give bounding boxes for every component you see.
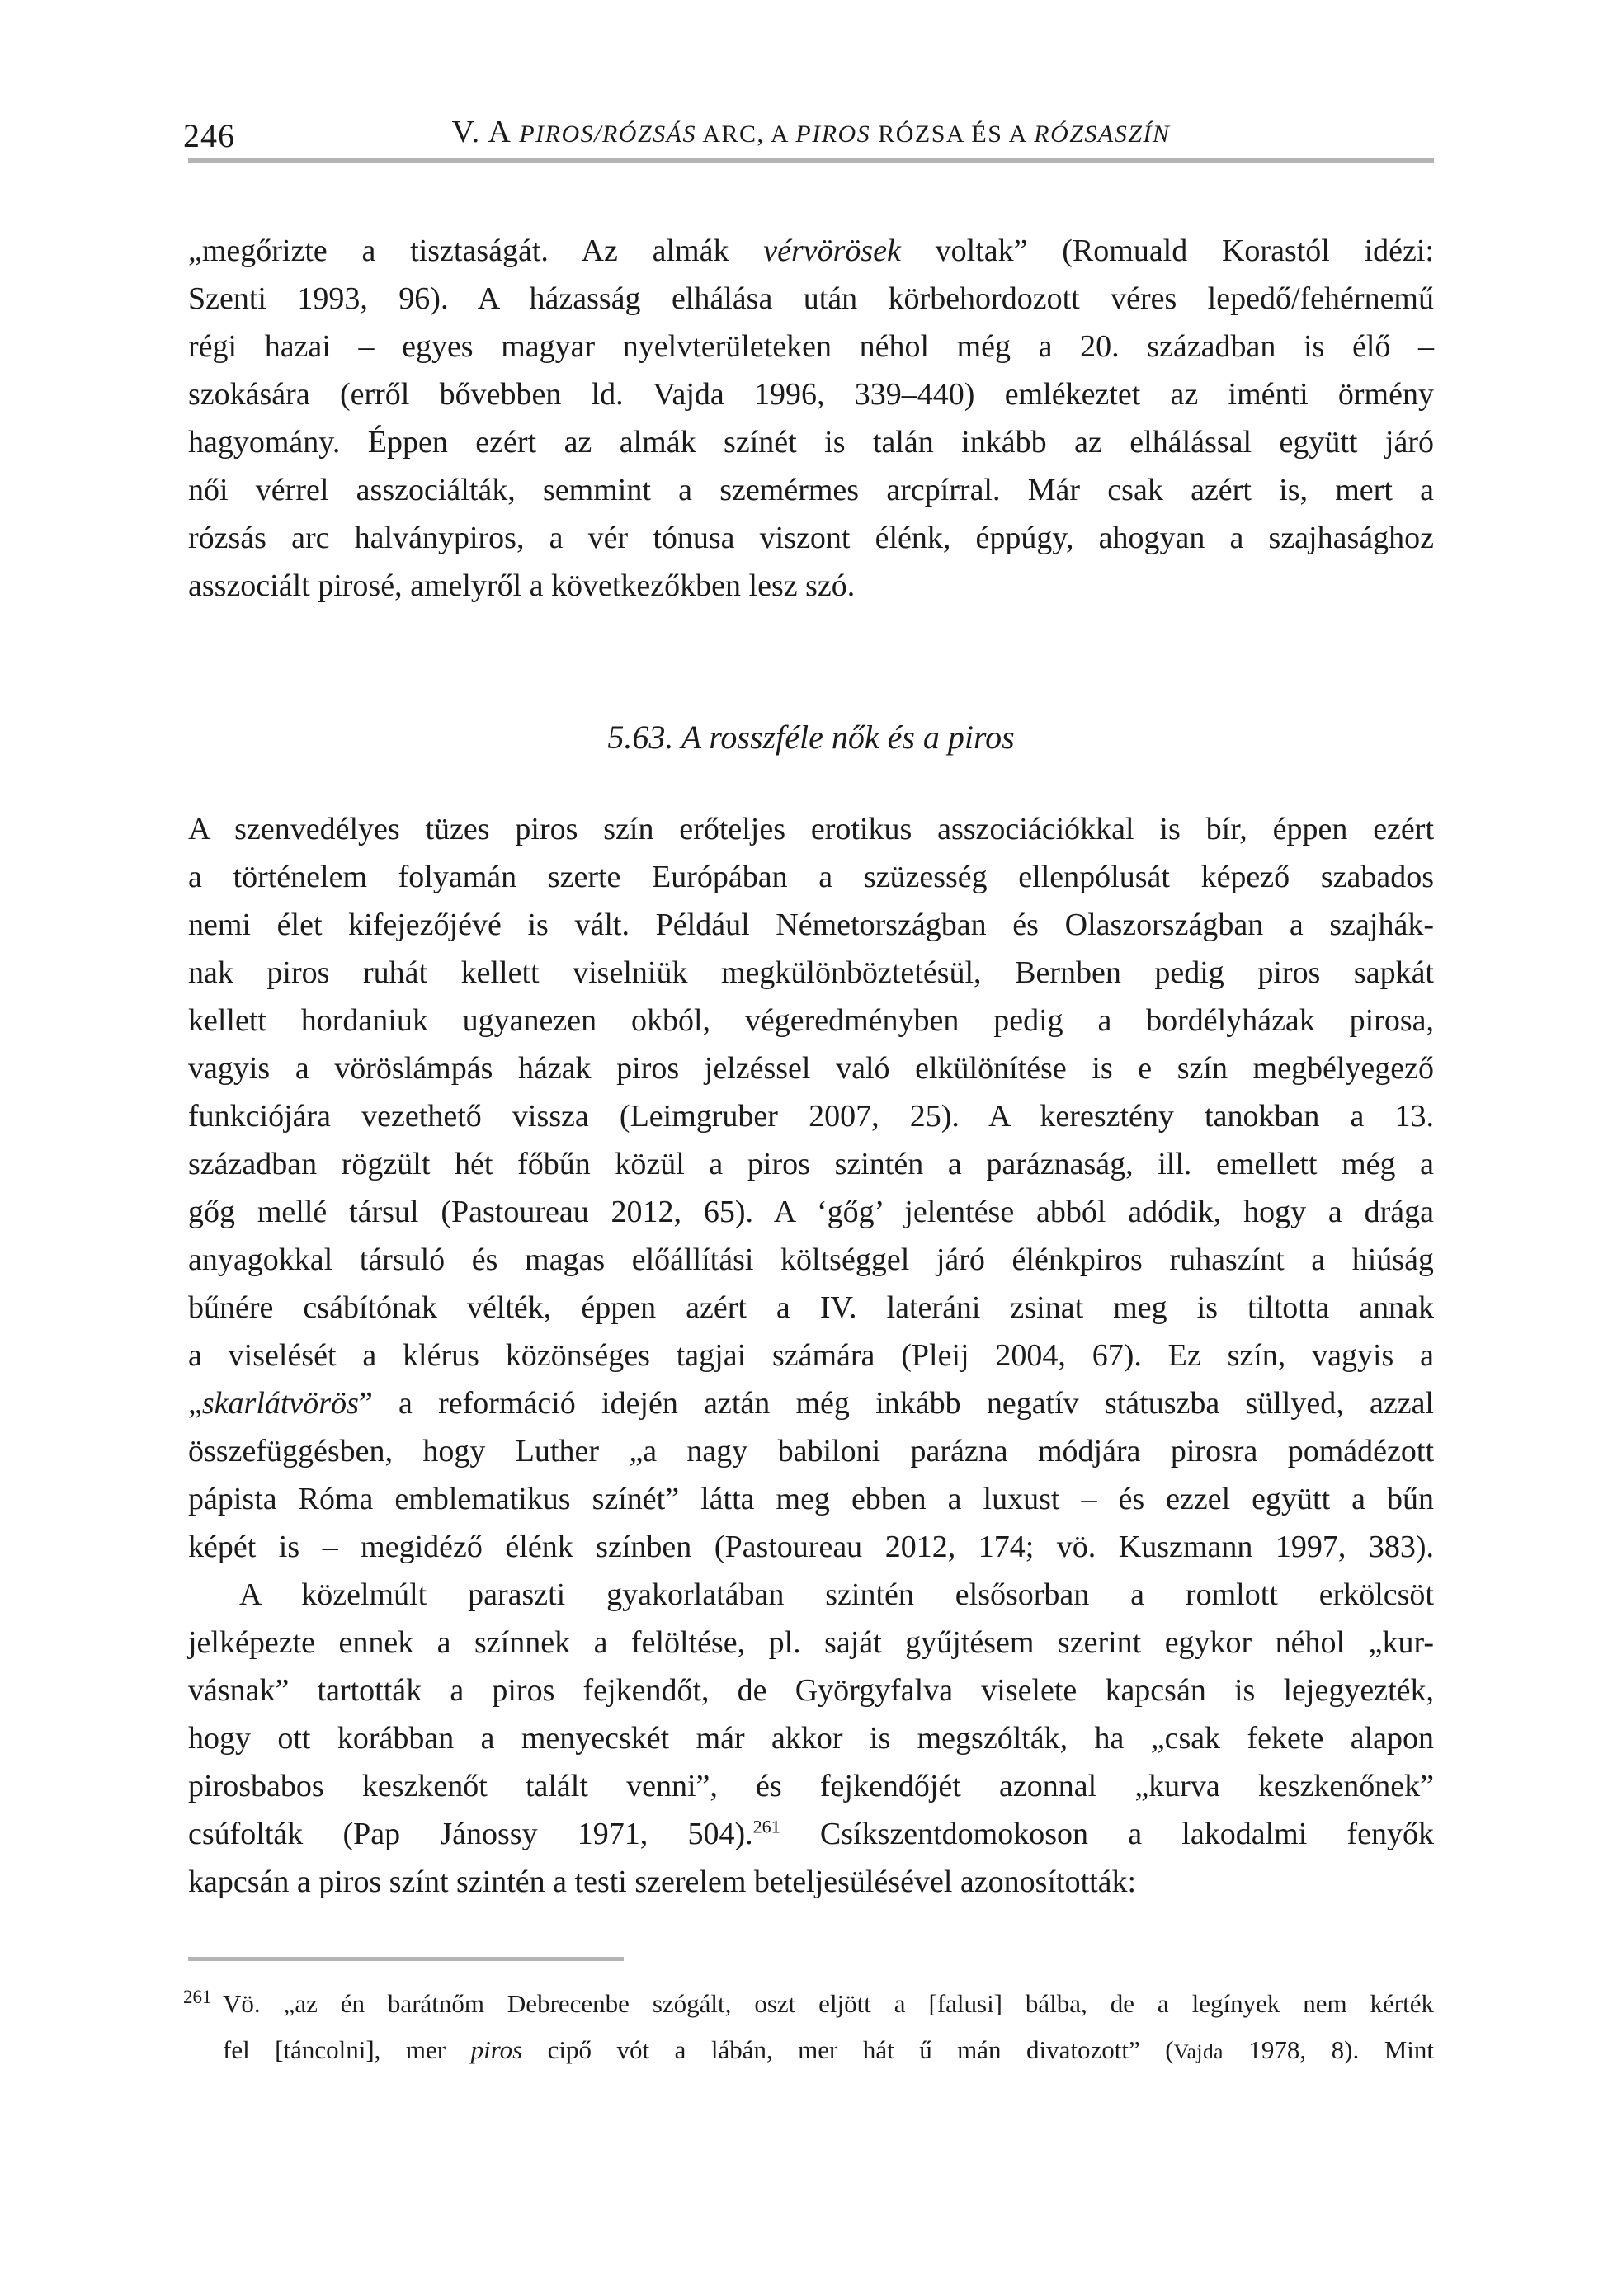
text-line: összefüggésben, hogy Luther „a nagy babiloni parázna módjára pirosra pomádézott <box>188 1434 1434 1469</box>
text-line: anyagokkal társuló és magas előállítási költséggel járó élénkpiros ruhaszínt a hiúság <box>188 1242 1434 1277</box>
text-line: kellett hordaniuk ugyanezen okból, végeredményben pedig a bordélyházak pirosa, <box>188 1003 1434 1038</box>
footnote-text <box>223 1981 1434 2073</box>
text-line: bűnére csábítónak vélték, éppen azért a IV. lateráni zsinat meg is tiltotta annak <box>188 1290 1434 1325</box>
text-line: fel [táncolni], mer piros cipő vót a lábán, mer hát ű mán divatozott” (Vajda 1978, 8). Mint <box>223 2035 1434 2064</box>
page-number: 246 <box>183 117 235 154</box>
header-divider <box>188 158 1434 163</box>
footnote <box>183 1981 1434 2073</box>
text-line: szokására (erről bővebben ld. Vajda 1996, 339–440) emlékeztet az iménti örmény <box>188 377 1434 412</box>
body-paragraph-2 <box>188 805 1434 1571</box>
footnote-reference: 261 <box>752 1816 780 1837</box>
text-line: Szenti 1993, 96). A házasság elhálása után körbehordozott véres lepedő/fehérnemű <box>188 281 1434 316</box>
running-head-segment: RÓZSA ÉS A <box>870 120 1035 148</box>
section-heading: 5.63. A rosszféle nők és a piros <box>607 719 1015 756</box>
text-line: gőg mellé társul (Pastoureau 2012, 65). A ‘gőg’ jelentése abból adódik, hogy a drága <box>188 1195 1434 1229</box>
smallcaps-text: Vajda <box>1173 2040 1224 2063</box>
text-line: A szenvedélyes tüzes piros szín erőteljes erotikus asszociációkkal is bír, éppen ezért <box>188 812 1434 846</box>
text-line: régi hazai – egyes magyar nyelvterületeken néhol még a 20. században is élő – <box>188 329 1434 364</box>
text-line: vásnak” tartották a piros fejkendőt, de Györgyfalva viselete kapcsán is lejegyezték, <box>188 1673 1434 1708</box>
running-head-segment: V. A <box>451 115 520 149</box>
text-line: vagyis a vöröslámpás házak piros jelzéssel való elkülönítése is e szín megbélyegező <box>188 1051 1434 1086</box>
text-line: Vö. „az én barátnőm Debrecenbe szógált, oszt eljött a [falusi] bálba, de a legínyek nem kérték <box>223 1989 1434 2018</box>
text-line: funkciójára vezethető vissza (Leimgruber 2007, 25). A keresztény tanokban a 13. <box>188 1099 1434 1134</box>
text-line: nemi élet kifejezőjévé is vált. Például Németországban és Olaszországban a szajhák- <box>188 908 1434 942</box>
running-head-segment: RÓZSASZÍN <box>1034 120 1171 148</box>
italic-text: vérvörösek <box>763 233 901 268</box>
text-line: csúfolták (Pap Jánossy 1971, 504).$^{261}$ Csíkszentdomokoson a lakodalmi fenyők <box>188 1816 1434 1851</box>
running-head-segment: ARC, A <box>696 120 796 148</box>
text-line: pirosbabos keszkenőt talált venni”, és fejkendőjét azonnal „kurva keszkenőnek” <box>188 1769 1434 1803</box>
running-head-segment: PIROS <box>795 120 871 148</box>
footnote-divider <box>188 1957 624 1961</box>
footnote-marker: 261 <box>183 1987 212 2007</box>
text-line: A közelmúlt paraszti gyakorlatában szintén elsősorban a romlott erkölcsöt <box>239 1577 1434 1612</box>
text-line: nak piros ruhát kellett viselniük megkülönböztetésül, Bernben pedig piros sapkát <box>188 955 1434 990</box>
text-line: a viselését a klérus közönséges tagjai számára (Pleij 2004, 67). Ez szín, vagyis a <box>188 1338 1434 1373</box>
page-header <box>183 106 1434 154</box>
text-line: „skarlátvörös” a reformáció idején aztán még inkább negatív státuszba süllyed, azzal <box>188 1386 1434 1421</box>
italic-text: skarlátvörös <box>201 1386 359 1421</box>
text-line: képét is – megidéző élénk színben (Pastoureau 2012, 174; vö. Kuszmann 1997, 383). <box>188 1530 1434 1564</box>
italic-text: piros <box>470 2035 523 2064</box>
running-head-segment: PIROS/RÓZSÁS <box>519 120 696 148</box>
text-line: női vérrel asszociálták, semmint a szemérmes arcpírral. Már csak azért is, mert a <box>188 473 1434 507</box>
text-line: „megőrizte a tisztaságát. Az almák vérvörösek voltak” (Romuald Korastól idézi: <box>188 233 1434 268</box>
text-line: században rögzült hét főbűn közül a piros szintén a paráznaság, ill. emellett még a <box>188 1147 1434 1181</box>
running-head <box>452 114 1171 150</box>
text-line: hogy ott korábban a menyecskét már akkor is megszólták, ha „csak fekete alapon <box>188 1721 1434 1756</box>
text-line: kapcsán a piros színt szintén a testi szerelem beteljesülésével azonosították: <box>188 1865 1137 1899</box>
text-line: rózsás arc halványpiros, a vér tónusa viszont élénk, éppúgy, ahogyan a szajhasághoz <box>188 521 1434 555</box>
text-line: a történelem folyamán szerte Európában a szüzesség ellenpólusát képező szabados <box>188 860 1434 894</box>
body-paragraph-1 <box>188 227 1434 610</box>
text-line: jelképezte ennek a színnek a felöltése, pl. saját gyűjtésem szerint egykor néhol „kur- <box>188 1625 1434 1660</box>
text-line: pápista Róma emblematikus színét” látta meg ebben a luxust – és ezzel együtt a bűn <box>188 1482 1434 1516</box>
text-line: asszociált pirosé, amelyről a következőkben lesz szó. <box>188 568 856 603</box>
body-paragraph-3 <box>188 1571 1434 1906</box>
text-line: hagyomány. Éppen ezért az almák színét is talán inkább az elhálással együtt járó <box>188 425 1434 460</box>
